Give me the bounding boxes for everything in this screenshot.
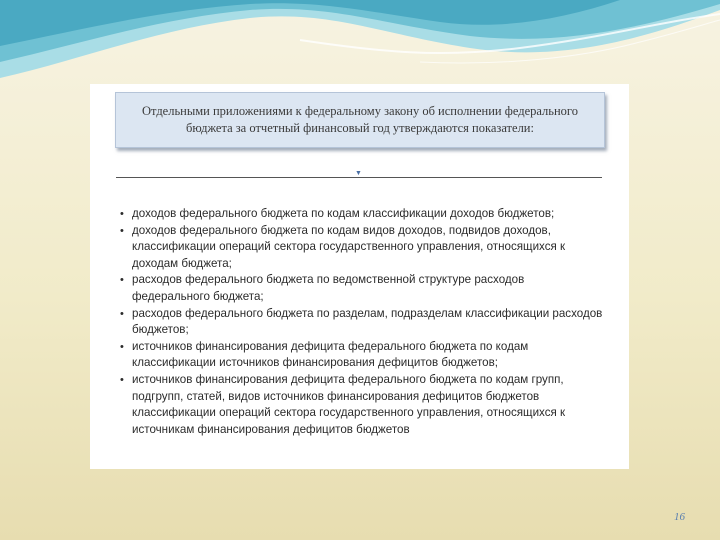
- list-item: • расходов федерального бюджета по ведомственной структуре расходов федерального бюджета;: [120, 272, 605, 305]
- list-item: • расходов федерального бюджета по разделам, подразделам классификации расходов бюджетов;: [120, 306, 605, 339]
- list-item: • доходов федерального бюджета по кодам видов доходов, подвидов доходов, классификации операций сектора государственного управления, относящихся к доходам бюджета;: [120, 223, 605, 273]
- list-item: • источников финансирования дефицита федерального бюджета по кодам групп, подгрупп, статей, видов источников финансирования дефицитов бюджетов классификации операций сектора государственного управления, относящихся к источникам финансирования дефицитов бюджетов: [120, 372, 605, 438]
- header-text: Отдельными приложениями к федеральному закону об исполнении федерального бюджета за отчетный финансовый год утверждаются показатели:: [142, 104, 578, 135]
- list-item: • источников финансирования дефицита федерального бюджета по кодам классификации источников финансирования дефицитов бюджетов;: [120, 339, 605, 372]
- divider-line: [116, 177, 602, 178]
- page-number: 16: [674, 511, 685, 523]
- list-item: • доходов федерального бюджета по кодам классификации доходов бюджетов;: [120, 206, 605, 223]
- arrow-down-icon: ▼: [355, 170, 362, 177]
- header-box: [115, 92, 605, 148]
- decorative-wave: [0, 0, 720, 90]
- indicator-list: [120, 206, 605, 438]
- content-card: [90, 84, 629, 469]
